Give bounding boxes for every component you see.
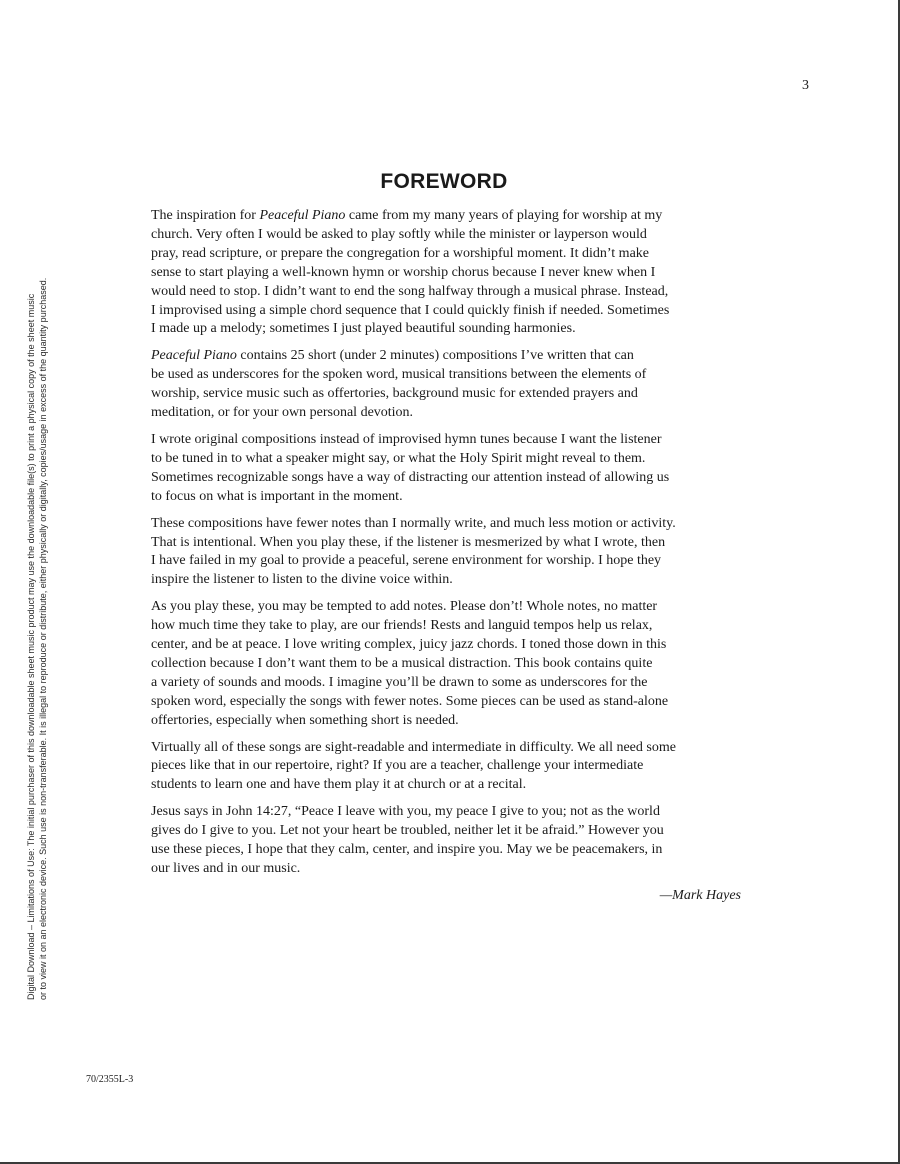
text-line: a variety of sounds and moods. I imagine you’ll be drawn to some as underscores for the bbox=[151, 674, 648, 690]
text-line: spoken word, especially the songs with fewer notes. Some pieces can be used as stand-alone bbox=[151, 693, 669, 709]
notice-line-2: or to view it on an electronic device. Such use is non-transferable. It is illegal to reproduce or distribute, either physically or digitally, copies/usage in excess of the quantity purchased. bbox=[37, 277, 48, 1000]
foreword-paragraph bbox=[151, 515, 741, 591]
text-line: gives do I give to you. Let not your heart be troubled, neither let it be afraid.” However you bbox=[151, 823, 664, 839]
foreword-paragraph bbox=[151, 431, 741, 507]
text-line: to focus on what is important in the moment. bbox=[151, 488, 403, 504]
text-line: meditation, or for your own personal devotion. bbox=[151, 405, 414, 421]
text-line: I made up a melody; sometimes I just played beautiful sounding harmonies. bbox=[151, 321, 576, 337]
text-line: use these pieces, I hope that they calm, center, and inspire you. May we be peacemakers, in bbox=[151, 842, 663, 858]
text-line: pray, read scripture, or prepare the congregation for a worshipful moment. It didn’t make bbox=[151, 245, 649, 261]
text-line: collection because I don’t want them to be a musical distraction. This book contains quite bbox=[151, 655, 653, 671]
text-line: worship, service music such as offertories, background music for extended prayers and bbox=[151, 386, 638, 402]
text-line: Peaceful Piano contains 25 short (under 2 minutes) compositions I’ve written that can bbox=[151, 348, 634, 364]
text-line: Virtually all of these songs are sight-readable and intermediate in difficulty. We all need some bbox=[151, 739, 676, 755]
foreword-paragraph bbox=[151, 347, 741, 423]
text-line: to be tuned in to what a speaker might say, or what the Holy Spirit might reveal to them. bbox=[151, 450, 646, 466]
catalog-code: 70/2355L-3 bbox=[86, 1074, 134, 1085]
text-line: The inspiration for Peaceful Piano came from my many years of playing for worship at my bbox=[151, 208, 663, 223]
text-line: how much time they take to play, are our friends! Rests and languid tempos help us relax, bbox=[151, 618, 653, 634]
foreword-paragraph bbox=[151, 598, 741, 730]
text-line: offertories, especially when something short is needed. bbox=[151, 712, 459, 728]
text-line: Jesus says in John 14:27, “Peace I leave with you, my peace I give to you; not as the world bbox=[151, 804, 660, 820]
text-line: inspire the listener to listen to the divine voice within. bbox=[151, 572, 453, 588]
author-signature: —Mark Hayes bbox=[659, 887, 741, 903]
foreword-paragraph bbox=[151, 803, 741, 879]
text-line: our lives and in our music. bbox=[151, 861, 301, 876]
text-line: students to learn one and have them play it at church or at a recital. bbox=[151, 777, 527, 793]
text-line: I improvised using a simple chord sequence that I could quickly finish if needed. Sometimes bbox=[151, 302, 670, 318]
book-title-italic: Peaceful Piano bbox=[151, 348, 237, 364]
text-line: As you play these, you may be tempted to add notes. Please don’t! Whole notes, no matter bbox=[151, 599, 658, 615]
text-line: center, and be at peace. I love writing complex, juicy jazz chords. I toned those down in this bbox=[151, 637, 667, 653]
page-title: FOREWORD bbox=[380, 170, 508, 193]
text-line: sense to start playing a well-known hymn or worship chorus because I never knew when I bbox=[151, 264, 656, 280]
foreword-body bbox=[151, 207, 741, 906]
page-number: 3 bbox=[802, 78, 809, 93]
text-line: be used as underscores for the spoken word, musical transitions between the elements of bbox=[151, 367, 647, 383]
text-line: Sometimes recognizable songs have a way of distracting our attention instead of allowing us bbox=[151, 469, 670, 485]
notice-line-1: Digital Download – Limitations of Use: The initial purchaser of this downloadable sheet music product may use the downloadable file(s) to print a physical copy of the sheet music bbox=[26, 293, 36, 1000]
foreword-paragraphs bbox=[151, 207, 741, 879]
book-title-italic: Peaceful Piano bbox=[259, 208, 346, 223]
foreword-paragraph bbox=[151, 739, 741, 796]
digital-download-notice bbox=[26, 140, 49, 1000]
text-line: would need to stop. I didn’t want to end the song halfway through a musical phrase. Instead, bbox=[151, 283, 669, 299]
text-line: I wrote original compositions instead of improvised hymn tunes because I want the listener bbox=[151, 431, 662, 447]
text-line: I have failed in my goal to provide a peaceful, serene environment for worship. I hope they bbox=[151, 553, 662, 569]
text-line: pieces like that in our repertoire, right? If you are a teacher, challenge your intermediate bbox=[151, 758, 644, 774]
text-line: church. Very often I would be asked to play softly while the minister or layperson would bbox=[151, 226, 647, 242]
text-line: That is intentional. When you play these, if the listener is mesmerized by what I wrote, then bbox=[151, 534, 666, 550]
text-line: These compositions have fewer notes than I normally write, and much less motion or activity. bbox=[151, 515, 676, 531]
foreword-paragraph bbox=[151, 207, 741, 339]
